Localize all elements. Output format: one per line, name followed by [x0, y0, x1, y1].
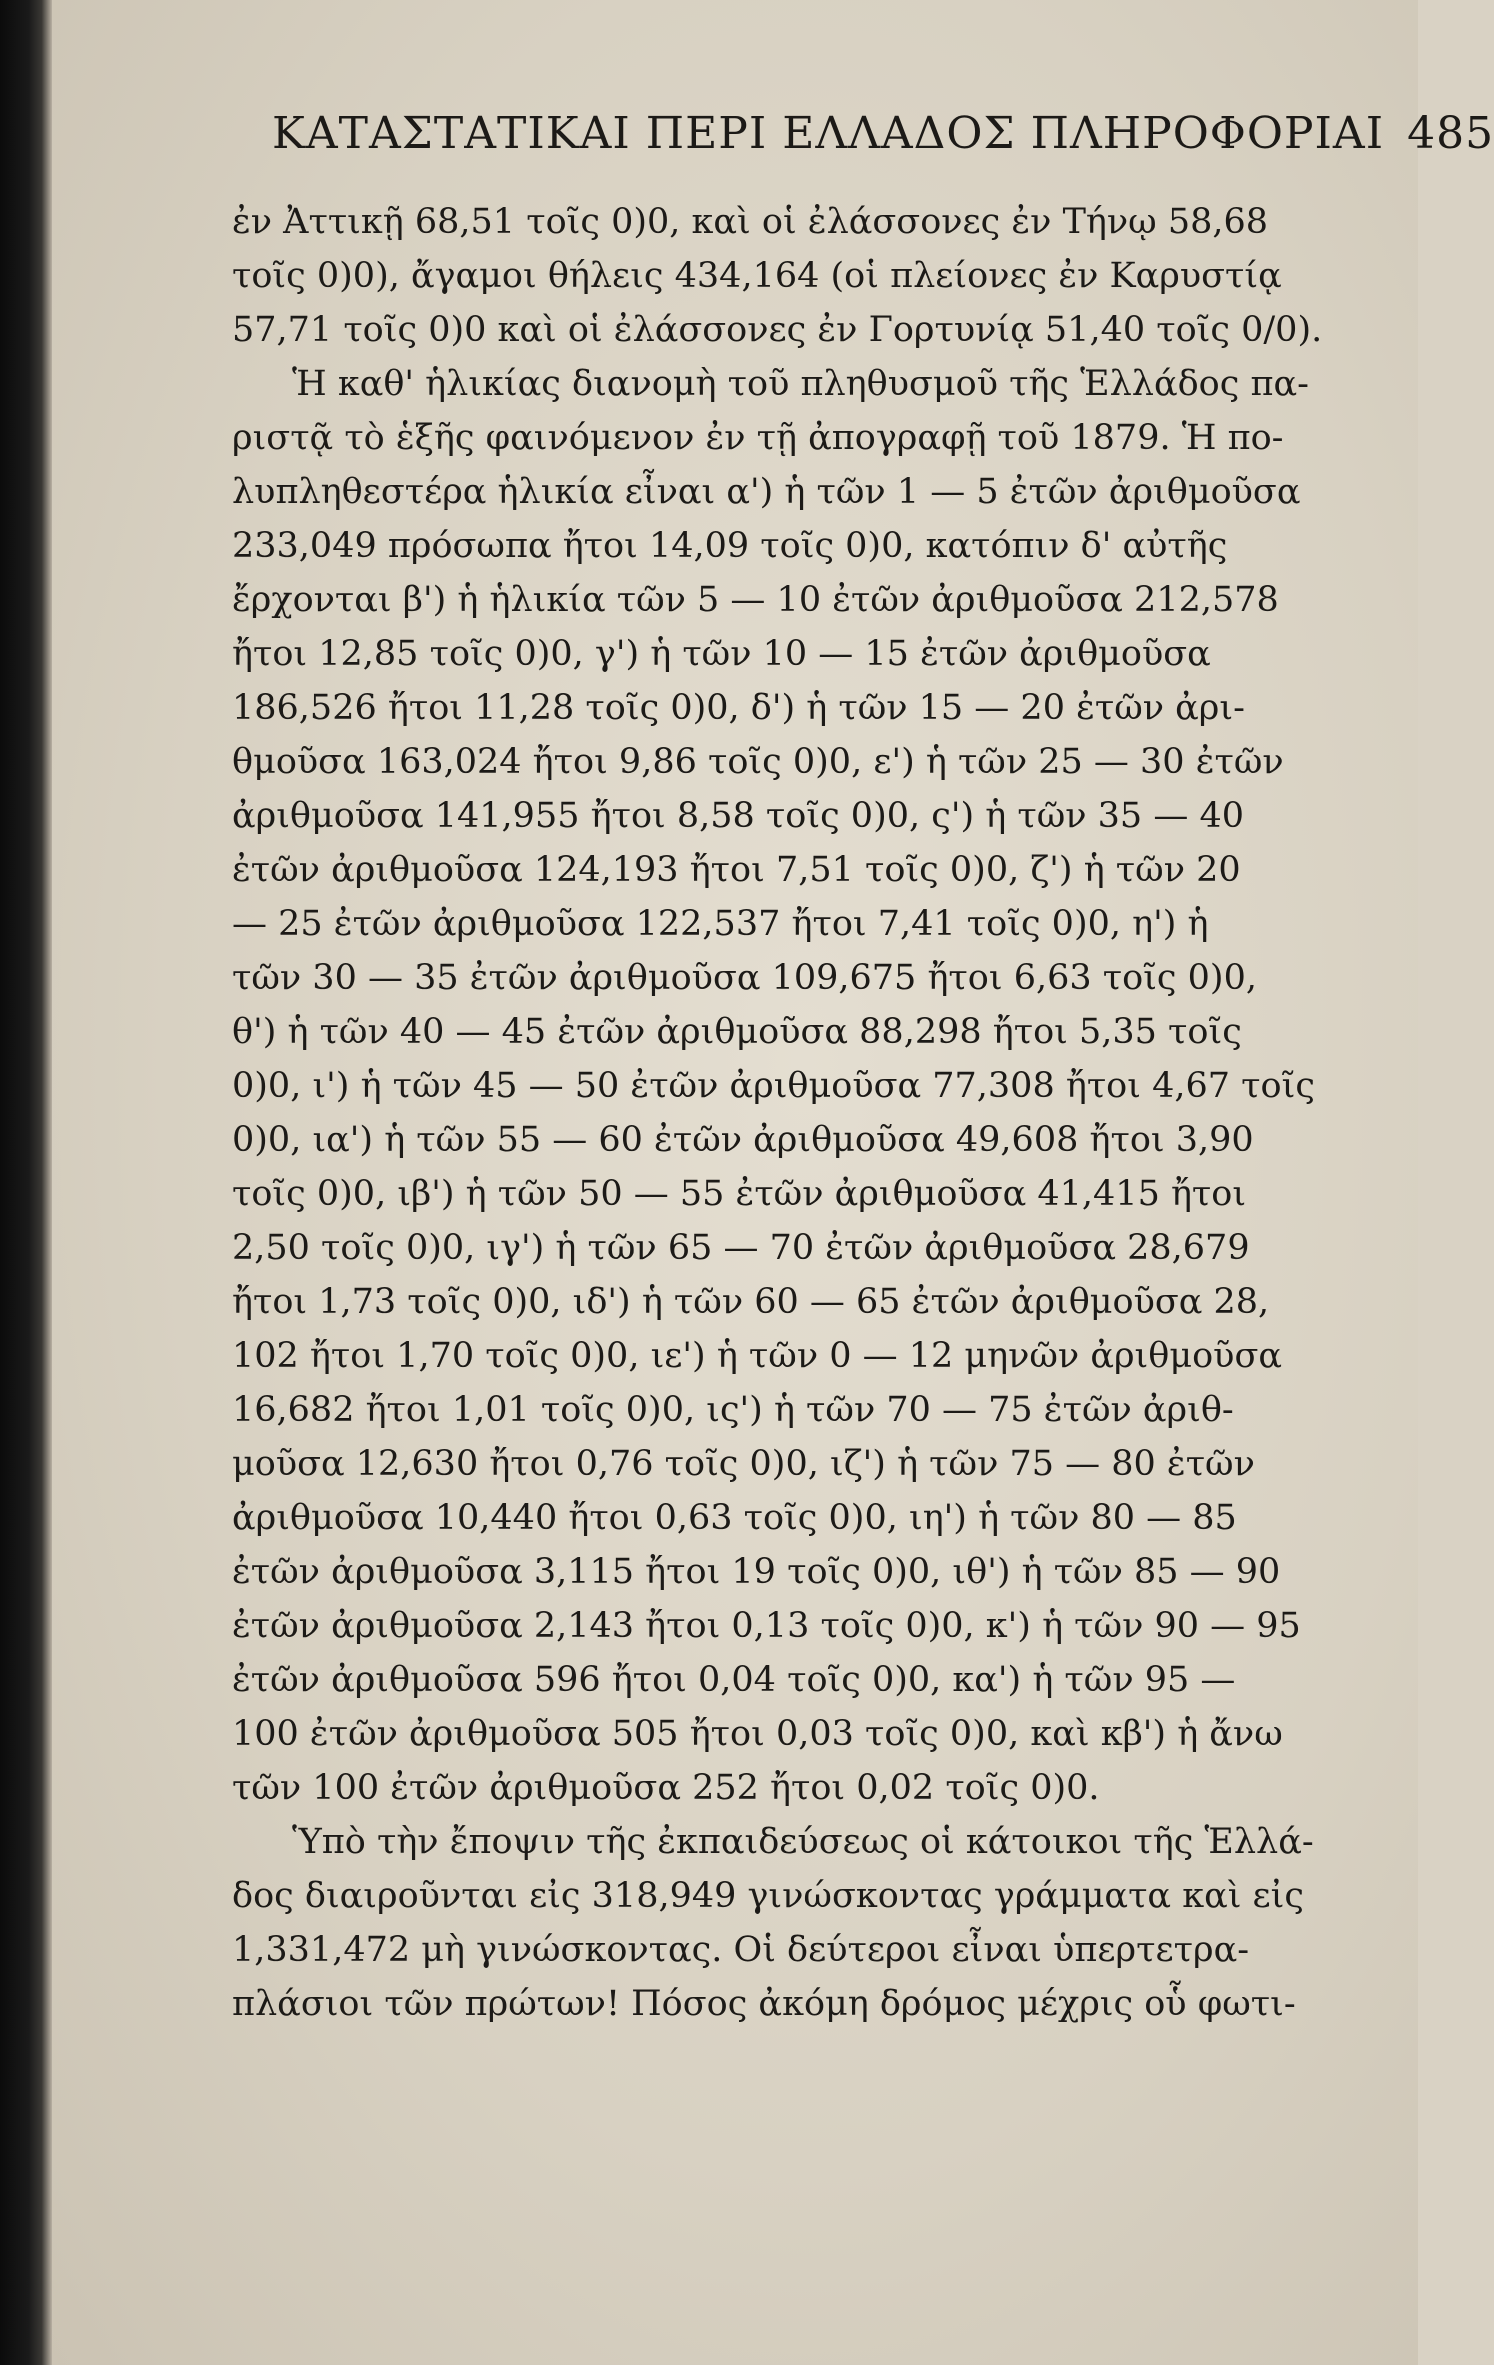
- text-line: 16,682 ἤτοι 1,01 τοῖς 0)0, ις') ἡ τῶν 70 — 75 ἐτῶν ἀριθ-: [232, 1390, 1234, 1430]
- text-line: ἀριθμοῦσα 141,955 ἤτοι 8,58 τοῖς 0)0, ς') ἡ τῶν 35 — 40: [232, 796, 1244, 836]
- text-line: τῶν 30 — 35 ἐτῶν ἀριθμοῦσα 109,675 ἤτοι 6,63 τοῖς 0)0,: [232, 958, 1257, 998]
- text-line: ἤτοι 12,85 τοῖς 0)0, γ') ἡ τῶν 10 — 15 ἐτῶν ἀριθμοῦσα: [232, 634, 1211, 674]
- body-text: [232, 195, 1352, 2031]
- text-line: πλάσιοι τῶν πρώτων! Πόσος ἀκόμη δρόμος μέχρις οὗ φωτι-: [232, 1984, 1296, 2024]
- text-line: 0)0, ι') ἡ τῶν 45 — 50 ἐτῶν ἀριθμοῦσα 77,308 ἤτοι 4,67 τοῖς: [232, 1066, 1315, 1106]
- text-line: Ὑπὸ τὴν ἔποψιν τῆς ἐκπαιδεύσεως οἱ κάτοικοι τῆς Ἑλλά-: [292, 1822, 1314, 1862]
- page-number: 485: [1407, 108, 1494, 159]
- text-line: ἐτῶν ἀριθμοῦσα 3,115 ἤτοι 19 τοῖς 0)0, ιθ') ἡ τῶν 85 — 90: [232, 1552, 1281, 1592]
- text-line: ἔρχονται β') ἡ ἡλικία τῶν 5 — 10 ἐτῶν ἀριθμοῦσα 212,578: [232, 580, 1279, 620]
- text-line: 1,331,472 μὴ γινώσκοντας. Οἱ δεύτεροι εἶναι ὑπερτετρα-: [232, 1930, 1250, 1970]
- text-line: Ἡ καθ' ἡλικίας διανομὴ τοῦ πληθυσμοῦ τῆς Ἑλλάδος πα-: [292, 364, 1309, 404]
- text-line: τοῖς 0)0, ιβ') ἡ τῶν 50 — 55 ἐτῶν ἀριθμοῦσα 41,415 ἤτοι: [232, 1174, 1247, 1214]
- book-page: [52, 0, 1494, 2365]
- text-line: θμοῦσα 163,024 ἤτοι 9,86 τοῖς 0)0, ε') ἡ τῶν 25 — 30 ἐτῶν: [232, 742, 1284, 782]
- text-line: λυπληθεστέρα ἡλικία εἶναι α') ἡ τῶν 1 — 5 ἐτῶν ἀριθμοῦσα: [232, 472, 1301, 512]
- text-line: τῶν 100 ἐτῶν ἀριθμοῦσα 252 ἤτοι 0,02 τοῖς 0)0.: [232, 1768, 1100, 1808]
- text-line: 186,526 ἤτοι 11,28 τοῖς 0)0, δ') ἡ τῶν 15 — 20 ἐτῶν ἀρι-: [232, 688, 1245, 728]
- text-line: μοῦσα 12,630 ἤτοι 0,76 τοῖς 0)0, ιζ') ἡ τῶν 75 — 80 ἐτῶν: [232, 1444, 1255, 1484]
- running-header: [272, 108, 1494, 159]
- text-line: ἐτῶν ἀριθμοῦσα 596 ἤτοι 0,04 τοῖς 0)0, κα') ἡ τῶν 95 —: [232, 1660, 1236, 1700]
- book-binding-edge: [0, 0, 52, 2365]
- text-line: ἐν Ἀττικῇ 68,51 τοῖς 0)0, καὶ οἱ ἐλάσσονες ἐν Τήνῳ 58,68: [232, 202, 1269, 242]
- running-header-title: ΚΑΤΑΣΤΑΤΙΚΑΙ ΠΕΡΙ ΕΛΛΑΔΟΣ ΠΛΗΡΟΦΟΡΙΑΙ: [272, 108, 1385, 159]
- text-line: 57,71 τοῖς 0)0 καὶ οἱ ἐλάσσονες ἐν Γορτυνίᾳ 51,40 τοῖς 0/0).: [232, 310, 1323, 350]
- text-line: 102 ἤτοι 1,70 τοῖς 0)0, ιε') ἡ τῶν 0 — 12 μηνῶν ἀριθμοῦσα: [232, 1336, 1282, 1376]
- text-line: 0)0, ια') ἡ τῶν 55 — 60 ἐτῶν ἀριθμοῦσα 49,608 ἤτοι 3,90: [232, 1120, 1254, 1160]
- text-line: 2,50 τοῖς 0)0, ιγ') ἡ τῶν 65 — 70 ἐτῶν ἀριθμοῦσα 28,679: [232, 1228, 1250, 1268]
- text-line: ἐτῶν ἀριθμοῦσα 124,193 ἤτοι 7,51 τοῖς 0)0, ζ') ἡ τῶν 20: [232, 850, 1241, 890]
- text-line: ἀριθμοῦσα 10,440 ἤτοι 0,63 τοῖς 0)0, ιη') ἡ τῶν 80 — 85: [232, 1498, 1237, 1538]
- text-line: ριστᾷ τὸ ἑξῆς φαινόμενον ἐν τῇ ἀπογραφῇ τοῦ 1879. Ἡ πο-: [232, 418, 1284, 458]
- text-line: δος διαιροῦνται εἰς 318,949 γινώσκοντας γράμματα καὶ εἰς: [232, 1876, 1305, 1916]
- text-line: τοῖς 0)0), ἄγαμοι θήλεις 434,164 (οἱ πλείονες ἐν Καρυστίᾳ: [232, 256, 1282, 296]
- text-line: θ') ἡ τῶν 40 — 45 ἐτῶν ἀριθμοῦσα 88,298 ἤτοι 5,35 τοῖς: [232, 1012, 1242, 1052]
- text-line: — 25 ἐτῶν ἀριθμοῦσα 122,537 ἤτοι 7,41 τοῖς 0)0, η') ἡ: [232, 904, 1209, 944]
- text-line: 233,049 πρόσωπα ἤτοι 14,09 τοῖς 0)0, κατόπιν δ' αὐτῆς: [232, 526, 1228, 566]
- text-line: 100 ἐτῶν ἀριθμοῦσα 505 ἤτοι 0,03 τοῖς 0)0, καὶ κβ') ἡ ἄνω: [232, 1714, 1283, 1754]
- text-line: ἤτοι 1,73 τοῖς 0)0, ιδ') ἡ τῶν 60 — 65 ἐτῶν ἀριθμοῦσα 28,: [232, 1282, 1270, 1322]
- text-line: ἐτῶν ἀριθμοῦσα 2,143 ἤτοι 0,13 τοῖς 0)0, κ') ἡ τῶν 90 — 95: [232, 1606, 1301, 1646]
